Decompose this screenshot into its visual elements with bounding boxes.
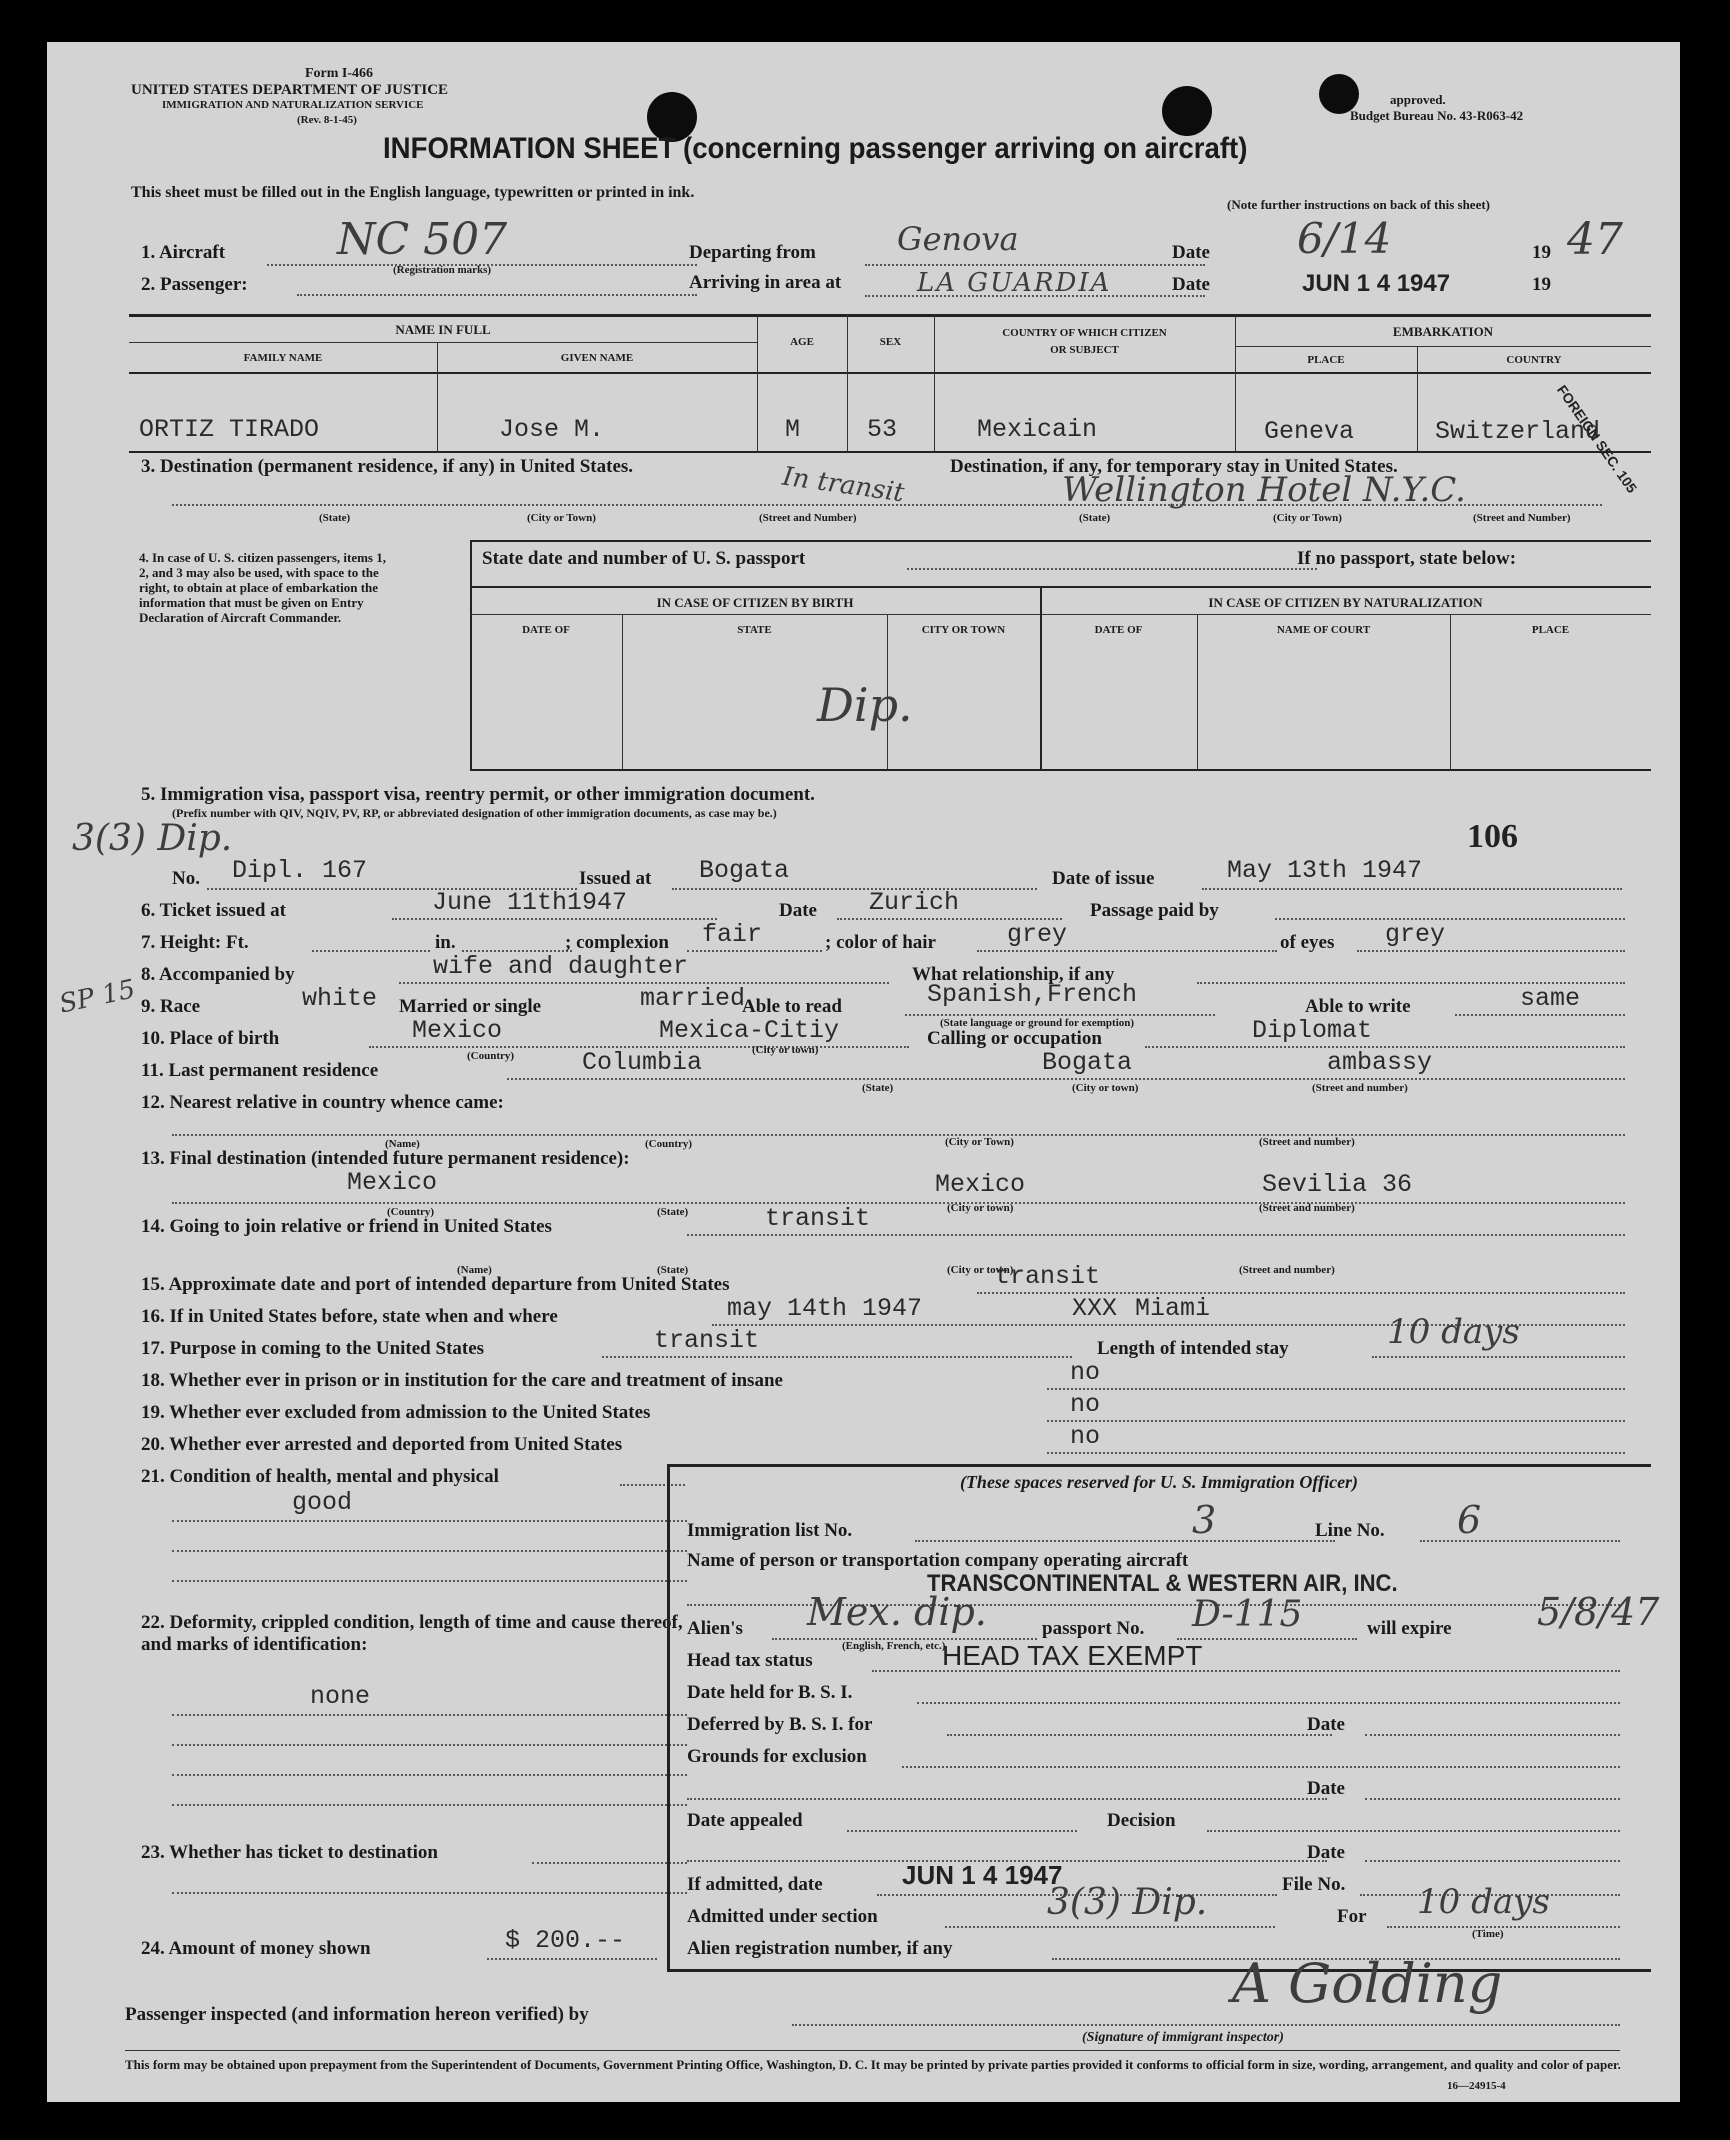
court-col: NAME OF COURT [1276,624,1371,636]
married-value: married [640,984,746,1013]
residence-street-value: ambassy [1327,1048,1433,1077]
height-label: 7. Height: Ft. [141,932,249,953]
approval-note: approved. [1390,92,1446,107]
family-name-header: FAMILY NAME [243,352,323,364]
form-title: INFORMATION SHEET (concerning passenger arriving on aircraft) [383,132,1248,165]
temp-destination-value: Wellington Hotel N.Y.C. [1062,470,1466,510]
residence-city-caption: (City or town) [1072,1082,1139,1094]
given-name-header: GIVEN NAME [560,352,634,364]
naturalization-header: IN CASE OF CITIZEN BY NATURALIZATION [1208,595,1483,610]
before-date-value: may 14th 1947 [727,1294,923,1323]
footer-text: This form may be obtained upon prepayment from the Superintendent of Documents, Government Printing Office, Washington, D. C. It may be printed by private parties provided it conforms to official form in size, wording, arrangement, and quality and color of paper. [125,2057,1621,2072]
carrier-stamp: TRANSCONTINENTAL & WESTERN AIR, INC. [927,1570,1398,1597]
birthplace-label: 10. Place of birth [141,1028,280,1049]
year-value-1: 47 [1567,214,1623,265]
form-number: Form I-466 [305,66,374,81]
passport-no-value: D-115 [1192,1594,1303,1635]
date-value-1: 6/14 [1297,214,1392,263]
punch-hole-right [1162,86,1212,136]
dip-note: Dip. [817,678,913,732]
state-caption-3b: (State) [1079,512,1111,524]
deferred-date-label: Date [1307,1714,1345,1735]
date-of-issue-label: Date of issue [1052,868,1155,889]
passport-no-label: passport No. [1042,1618,1145,1639]
final-street-value: Sevilia 36 [1262,1170,1413,1199]
relative-name-caption: (Name) [385,1138,420,1150]
stay-value: 10 days [1387,1312,1520,1352]
birth-date-col: DATE OF [522,624,570,636]
city-caption-3b: (City or Town) [1273,512,1342,524]
item4-note: 4. In case of U. S. citizen passengers, items 1, 2, and 3 may also be used, with space to the right, to obtain at place of embarkation the information that must be given on Entry Declaration of Aircraft Commander. [139,550,386,625]
or-subject-header: OR SUBJECT [1050,344,1119,356]
nat-date-col: DATE OF [1094,624,1143,636]
side-mark: SP 15 [56,974,138,1020]
eyes-label: of eyes [1280,932,1335,953]
english-caption: (English, French, etc.) [842,1640,946,1652]
embarkation-header: EMBARKATION [1392,324,1494,339]
street-caption-3: (Street and Number) [759,512,857,524]
race-value: white [302,984,378,1013]
health-label: 21. Condition of health, mental and physical [141,1466,499,1487]
name-in-full-header: NAME IN FULL [395,322,491,337]
write-value: same [1520,984,1581,1013]
country-header: COUNTRY [1506,354,1562,366]
excluded-label: 19. Whether ever excluded from admission to the United States [141,1402,651,1423]
residence-state-caption: (State) [862,1082,894,1094]
year-label-1: 19 [1532,242,1551,263]
file-no-label: File No. [1282,1874,1346,1895]
arriving-value: LA GUARDIA [917,268,1112,298]
family-name-value: ORTIZ TIRADO [139,415,320,444]
accompanied-value: wife and daughter [433,952,689,981]
appealed-label: Date appealed [687,1810,803,1831]
line-no-value: 6 [1457,1498,1482,1542]
decision-label: Decision [1107,1810,1176,1831]
birth-country-caption: (Country) [467,1050,515,1062]
service-name: IMMIGRATION AND NATURALIZATION SERVICE [162,99,424,111]
given-name-value: Jose M. [499,415,605,444]
budget-bureau-number: Budget Bureau No. 43-R063-42 [1350,108,1524,123]
embarkation-place-value: Geneva [1264,417,1355,446]
prison-label: 18. Whether ever in prison or in institution for the care and treatment of insane [141,1370,783,1391]
embarkation-country-text: Switzerland [1435,417,1601,446]
eyes-value: grey [1385,920,1446,949]
age-header: AGE [790,336,814,348]
deferred-label: Deferred by B. S. I. for [687,1714,873,1735]
final-country-value: Mexico [347,1168,438,1197]
final-destination-label: 13. Final destination (intended future permanent residence): [141,1148,630,1169]
will-expire-label: will expire [1367,1618,1452,1639]
fill-instruction: This sheet must be filled out in the English language, typewritten or printed in ink. [131,184,695,201]
read-value: Spanish,French [927,980,1138,1009]
document-type: 3(3) Dip. [72,818,233,859]
hair-label: ; color of hair [825,932,936,953]
admitted-under-label: Admitted under section [687,1906,878,1927]
state-caption-3: (State) [319,512,351,524]
head-tax-stamp: HEAD TAX EXEMPT [942,1640,1203,1671]
grounds-label: Grounds for exclusion [687,1746,867,1767]
last-residence-label: 11. Last permanent residence [141,1060,379,1081]
inspected-label: Passenger inspected (and information hereon verified) by [125,2004,589,2025]
inspector-signature: A Golding [1232,1952,1503,2015]
admitted-date-label: If admitted, date [687,1874,823,1895]
departure-value: transit [995,1262,1101,1291]
departure-label: 15. Approximate date and port of intended departure from United States [141,1274,730,1295]
form-i466-sheet [47,42,1680,2102]
join-state-caption: (State) [657,1264,689,1276]
decision-date-label: Date [1307,1842,1345,1863]
issued-at-label: Issued at [579,868,652,889]
hair-value: grey [1007,920,1068,949]
head-tax-label: Head tax status [687,1650,813,1671]
ticket-label: 6. Ticket issued at [141,900,286,921]
relative-street-caption: (Street and number) [1259,1136,1355,1148]
reserved-header: (These spaces reserved for U. S. Immigration Officer) [959,1472,1359,1492]
ticket-date-label: Date [779,900,817,921]
date-held-label: Date held for B. S. I. [687,1682,853,1703]
for-label: For [1337,1906,1367,1927]
join-label: 14. Going to join relative or friend in United States [141,1216,552,1237]
before-label: 16. If in United States before, state when and where [141,1306,558,1327]
married-label: Married or single [399,996,542,1017]
date-of-issue-value: May 13th 1947 [1227,856,1423,885]
departing-label: Departing from [689,242,816,263]
foreign-section-stamp: FOREIGN SEC. 105 [1553,382,1641,496]
date-label-2: Date [1172,274,1210,295]
excluded-value: no [1070,1390,1101,1419]
deported-value: no [1070,1422,1101,1451]
in-transit-note: In transit [780,461,907,509]
admitted-date-stamp: JUN 1 4 1947 [902,1860,1063,1890]
aliens-label: Alien's [687,1618,743,1639]
ticket-issued-at: June 11th1947 [432,888,628,917]
money-label: 24. Amount of money shown [141,1938,371,1959]
prison-value: no [1070,1358,1101,1387]
issued-at-value: Bogata [699,856,790,885]
imm-list-value: 3 [1192,1498,1217,1542]
place-header: PLACE [1307,354,1345,366]
before-struck: XXX [1072,1294,1118,1323]
relationship-label: What relationship, if any [912,964,1115,985]
footer-code: 16—24915-4 [1447,2080,1506,2092]
back-note: (Note further instructions on back of this sheet) [1227,197,1490,212]
passage-label: Passage paid by [1090,900,1219,921]
street-caption-3b: (Street and Number) [1473,512,1571,524]
deported-label: 20. Whether ever arrested and deported from United States [141,1434,623,1455]
join-street-caption: (Street and number) [1239,1264,1335,1276]
height-in-label: in. [435,932,456,953]
passenger-label: 2. Passenger: [141,274,248,295]
birth-city-col: CITY OR TOWN [921,624,1006,636]
birth-city-caption: (City or town) [752,1044,819,1056]
imm-list-label: Immigration list No. [687,1520,853,1541]
calling-label: Calling or occupation [927,1028,1102,1049]
signature-caption: (Signature of immigrant inspector) [1082,2030,1284,2045]
health-value: good [292,1488,353,1517]
nearest-relative-label: 12. Nearest relative in country whence came: [141,1092,504,1113]
read-caption: (State language or ground for exemption) [940,1017,1135,1029]
citizen-value: Mexicain [977,415,1098,444]
departing-value: Genova [897,220,1019,258]
money-value: $ 200.-- [505,1926,626,1955]
visa-instruction: (Prefix number with QIV, NQIV, PV, RP, or abbreviated designation of other immigration documents, as case may be.) [172,806,777,820]
passport-label: State date and number of U. S. passport [482,548,806,569]
line-no-label: Line No. [1315,1520,1385,1541]
ticket-date-value: Zurich [869,888,960,917]
purpose-value: transit [654,1326,760,1355]
birth-state-col: STATE [737,624,772,636]
final-country-caption: (Country) [387,1206,435,1218]
date-label-1: Date [1172,242,1210,263]
birth-country-value: Mexico [412,1016,503,1045]
admitted-section-value: 3(3) Dip. [1047,1882,1208,1923]
carrier-label: Name of person or transportation company operating aircraft [687,1550,1189,1571]
registration-marks-caption: (Registration marks) [393,264,492,276]
deformity-label: 22. Deformity, crippled condition, length of time and cause thereof, and marks of identification: [141,1612,683,1655]
complexion-label: ; complexion [565,932,669,953]
ticket-destination-label: 23. Whether has ticket to destination [141,1842,438,1863]
residence-country-value: Columbia [582,1048,703,1077]
time-caption: (Time) [1472,1928,1504,1940]
alien-document-value: Mex. dip. [807,1590,987,1634]
department-name: UNITED STATES DEPARTMENT OF JUSTICE [131,82,449,98]
read-label: Able to read [742,996,842,1017]
relative-city-caption: (City or Town) [945,1136,1014,1148]
age-value: 53 [867,415,898,444]
expire-value: 5/8/47 [1537,1590,1660,1634]
race-label: 9. Race [141,996,201,1017]
join-value: transit [765,1204,871,1233]
sex-header: SEX [879,336,902,348]
final-city-caption: (City or town) [947,1202,1014,1214]
destination-label: 3. Destination (permanent residence, if any) in United States. [141,456,634,477]
final-street-caption: (Street and number) [1259,1202,1355,1214]
arriving-label: Arriving in area at [689,272,842,293]
visa-label: 5. Immigration visa, passport visa, reentry permit, or other immigration document. [141,784,815,805]
country-citizen-header: COUNTRY OF WHICH CITIZEN [1002,327,1167,339]
page-number: 106 [1467,818,1518,855]
document-number: Dipl. 167 [232,856,368,885]
relative-country-caption: (Country) [645,1138,693,1150]
alien-registration-label: Alien registration number, if any [687,1938,953,1959]
final-state-caption: (State) [657,1206,689,1218]
residence-city-value: Bogata [1042,1048,1133,1077]
accompanied-label: 8. Accompanied by [141,964,295,985]
city-caption-3: (City or Town) [527,512,596,524]
complexion-value: fair [702,920,763,949]
no-label: No. [172,868,200,889]
join-city-caption: (City or town) [947,1264,1014,1276]
year-label-2: 19 [1532,274,1551,295]
deformity-value: none [310,1682,371,1711]
temp-destination-label: Destination, if any, for temporary stay in United States. [950,456,1398,477]
write-label: Able to write [1305,996,1411,1017]
final-city-value: Mexico [935,1170,1026,1199]
birth-header: IN CASE OF CITIZEN BY BIRTH [656,595,854,610]
residence-street-caption: (Street and number) [1312,1082,1408,1094]
arrival-date-stamp: JUN 1 4 1947 [1302,270,1451,297]
revision: (Rev. 8-1-45) [297,114,357,126]
before-place-value: Miami [1135,1294,1211,1323]
purpose-label: 17. Purpose in coming to the United States [141,1338,485,1359]
stay-label: Length of intended stay [1097,1338,1289,1359]
join-name-caption: (Name) [457,1264,492,1276]
aircraft-value: NC 507 [337,214,508,265]
sex-value: M [785,415,801,444]
nat-place-col: PLACE [1531,624,1570,636]
occupation-value: Diplomat [1252,1016,1373,1045]
birth-city-value: Mexica-Citiy [659,1016,840,1045]
no-passport-label: If no passport, state below: [1297,548,1517,569]
grounds-date-label: Date [1307,1778,1345,1799]
for-value: 10 days [1417,1882,1550,1922]
aircraft-label: 1. Aircraft [141,242,226,263]
